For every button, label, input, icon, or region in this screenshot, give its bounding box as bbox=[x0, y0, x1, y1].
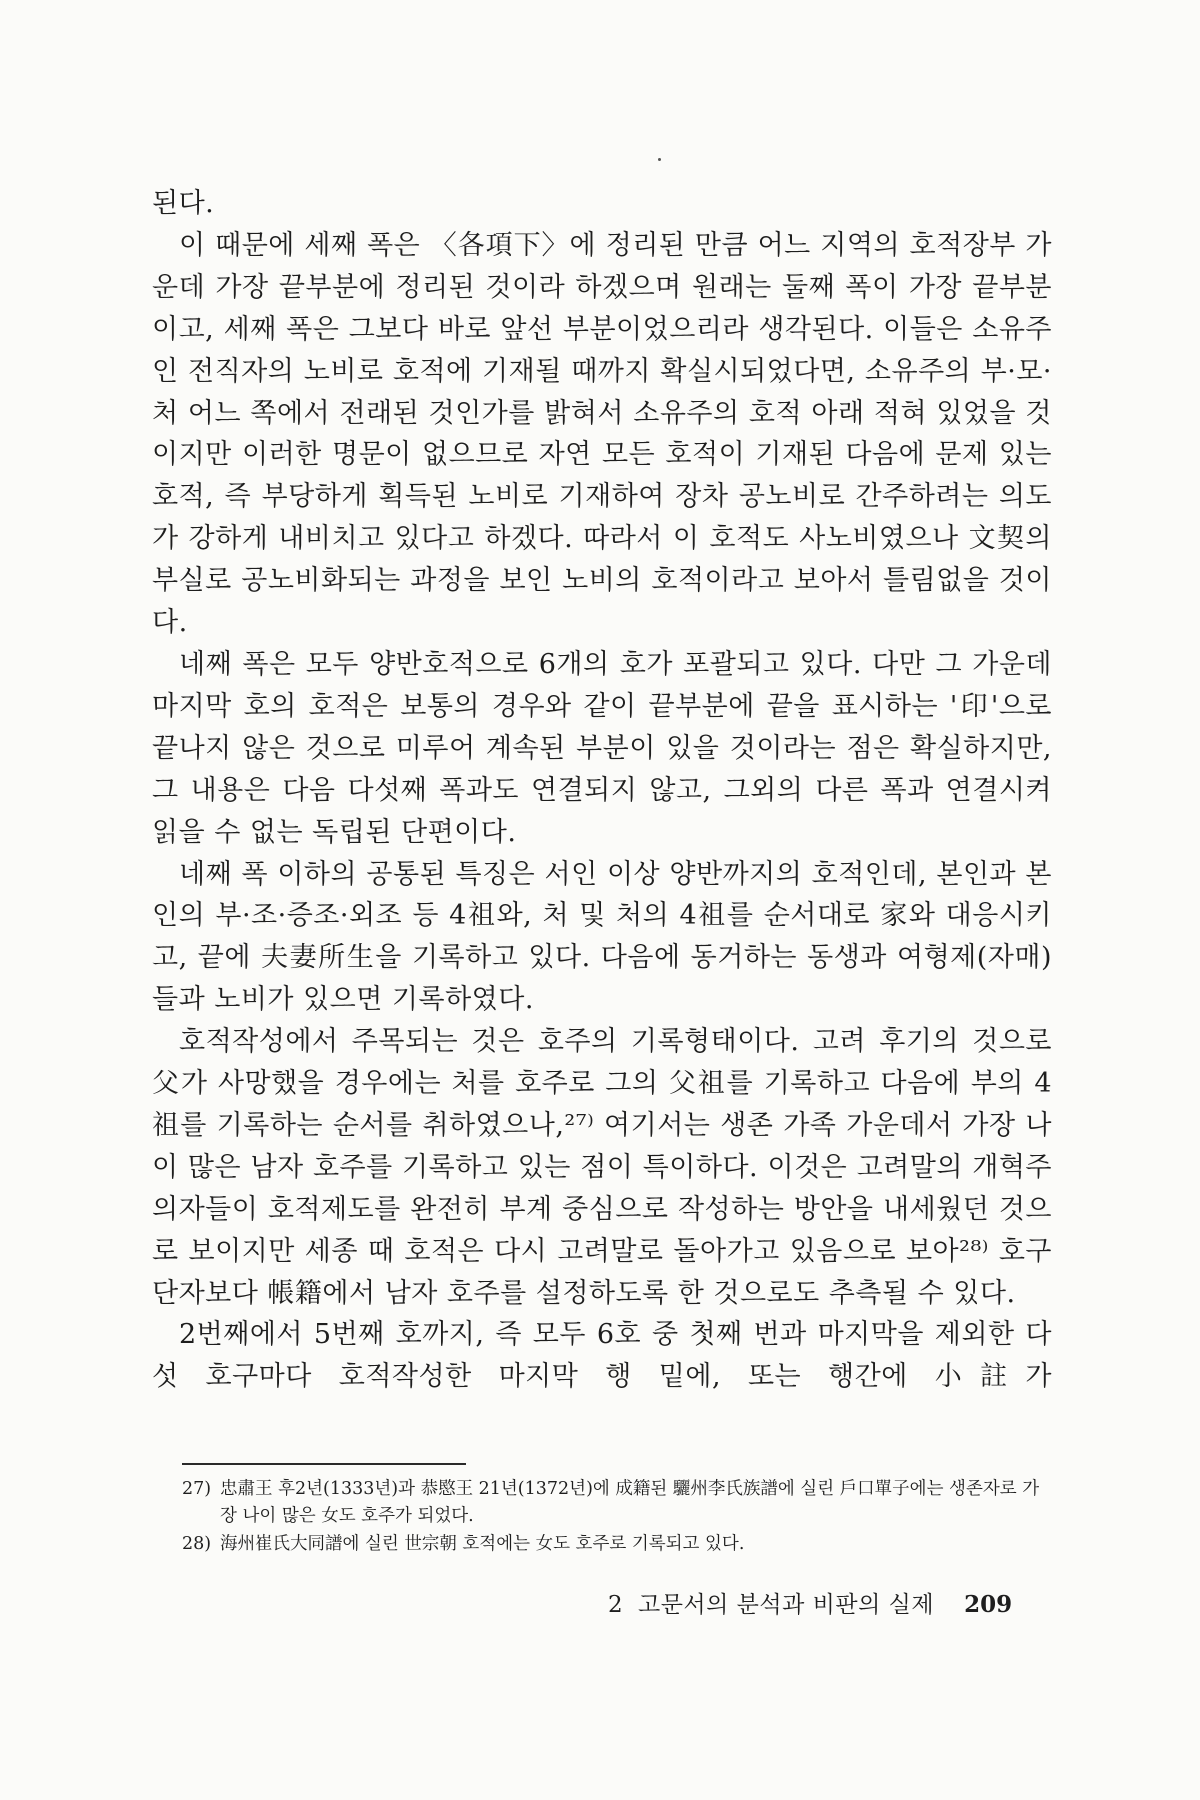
footnote-rule bbox=[182, 1463, 466, 1465]
footnote-text: 海州崔氏大同譜에 실린 世宗朝 호적에는 女도 호주로 기록되고 있다. bbox=[220, 1534, 745, 1554]
body-text bbox=[152, 183, 1052, 1398]
page-number: 209 bbox=[964, 1591, 1013, 1618]
scan-speck bbox=[658, 158, 661, 161]
footnote-27 bbox=[182, 1476, 1052, 1530]
footnote-number: 27) bbox=[182, 1479, 212, 1499]
paragraph-continuation: 된다. bbox=[152, 188, 215, 219]
paragraph-3: 네째 폭 이하의 공통된 특징은 서인 이상 양반까지의 호적인데, 본인과 본인의 부·조·증조·외조 등 4祖와, 처 및 처의 4祖를 순서대로 家와 대응시키고, 끝에 夫妻所生을 기록하고 있다. 다음에 동거하는 동생과 여형제(자매)들과 노비가 있으면 기록하였다. bbox=[152, 858, 1052, 1016]
paragraph-2: 네째 폭은 모두 양반호적으로 6개의 호가 포괄되고 있다. 다만 그 가운데 마지막 호의 호적은 보통의 경우와 같이 끝부분에 끝을 표시하는 '印'으로 끝나지 않은 것으로 미루어 계속된 부분이 있을 것이라는 점은 확실하지만, 그 내용은 다음 다섯째 폭과도 연결되지 않고, 그외의 다른 폭과 연결시켜 읽을 수 없는 독립된 단편이다. bbox=[152, 648, 1052, 848]
footnotes bbox=[182, 1476, 1052, 1559]
footnote-28 bbox=[182, 1531, 1052, 1558]
page-footer bbox=[608, 1590, 1048, 1620]
paragraph-5: 2번째에서 5번째 호까지, 즉 모두 6호 중 첫째 번과 마지막을 제외한 다섯 호구마다 호적작성한 마지막 행 밑에, 또는 행간에 小註가 bbox=[152, 1319, 1052, 1393]
footnote-number: 28) bbox=[182, 1534, 212, 1554]
footnote-text: 忠肅王 후2년(1333년)과 恭愍王 21년(1372년)에 成籍된 驪州李氏族譜에 실린 戶口單子에는 생존자로 가장 나이 많은 女도 호주가 되었다. bbox=[220, 1479, 1040, 1526]
paragraph-4: 호적작성에서 주목되는 것은 호주의 기록형태이다. 고려 후기의 것으로 父가 사망했을 경우에는 처를 호주로 그의 父祖를 기록하고 다음에 부의 4祖를 기록하는 순서를 취하였으나,²⁷⁾ 여기서는 생존 가족 가운데서 가장 나이 많은 남자 호주를 기록하고 있는 점이 특이하다. 이것은 고려말의 개혁주의자들이 호적제도를 완전히 부계 중심으로 작성하는 방안을 내세웠던 것으로 보이지만 세종 때 호적은 다시 고려말로 돌아가고 있음으로 보아²⁸⁾ 호구단자보다 帳籍에서 남자 호주를 설정하도록 한 것으로도 추측될 수 있다. bbox=[152, 1026, 1052, 1309]
chapter-number: 2 bbox=[608, 1592, 623, 1618]
paragraph-1: 이 때문에 세째 폭은 〈各項下〉에 정리된 만큼 어느 지역의 호적장부 가운데 가장 끝부분에 정리된 것이라 하겠으며 원래는 둘째 폭이 가장 끝부분이고, 세째 폭은 그보다 바로 앞선 부분이었으리라 생각된다. 이들은 소유주인 전직자의 노비로 호적에 기재될 때까지 확실시되었다면, 소유주의 부·모·처 어느 쪽에서 전래된 것인가를 밝혀서 소유주의 호적 아래 적혀 있었을 것이지만 이러한 명문이 없으므로 자연 모든 호적이 기재된 다음에 문제 있는 호적, 즉 부당하게 획득된 노비로 기재하여 장차 공노비로 간주하려는 의도가 강하게 내비치고 있다고 하겠다. 따라서 이 호적도 사노비였으나 文契의 부실로 공노비화되는 과정을 보인 노비의 호적이라고 보아서 틀림없을 것이다. bbox=[152, 229, 1052, 639]
chapter-title: 고문서의 분석과 비판의 실제 bbox=[638, 1592, 935, 1618]
